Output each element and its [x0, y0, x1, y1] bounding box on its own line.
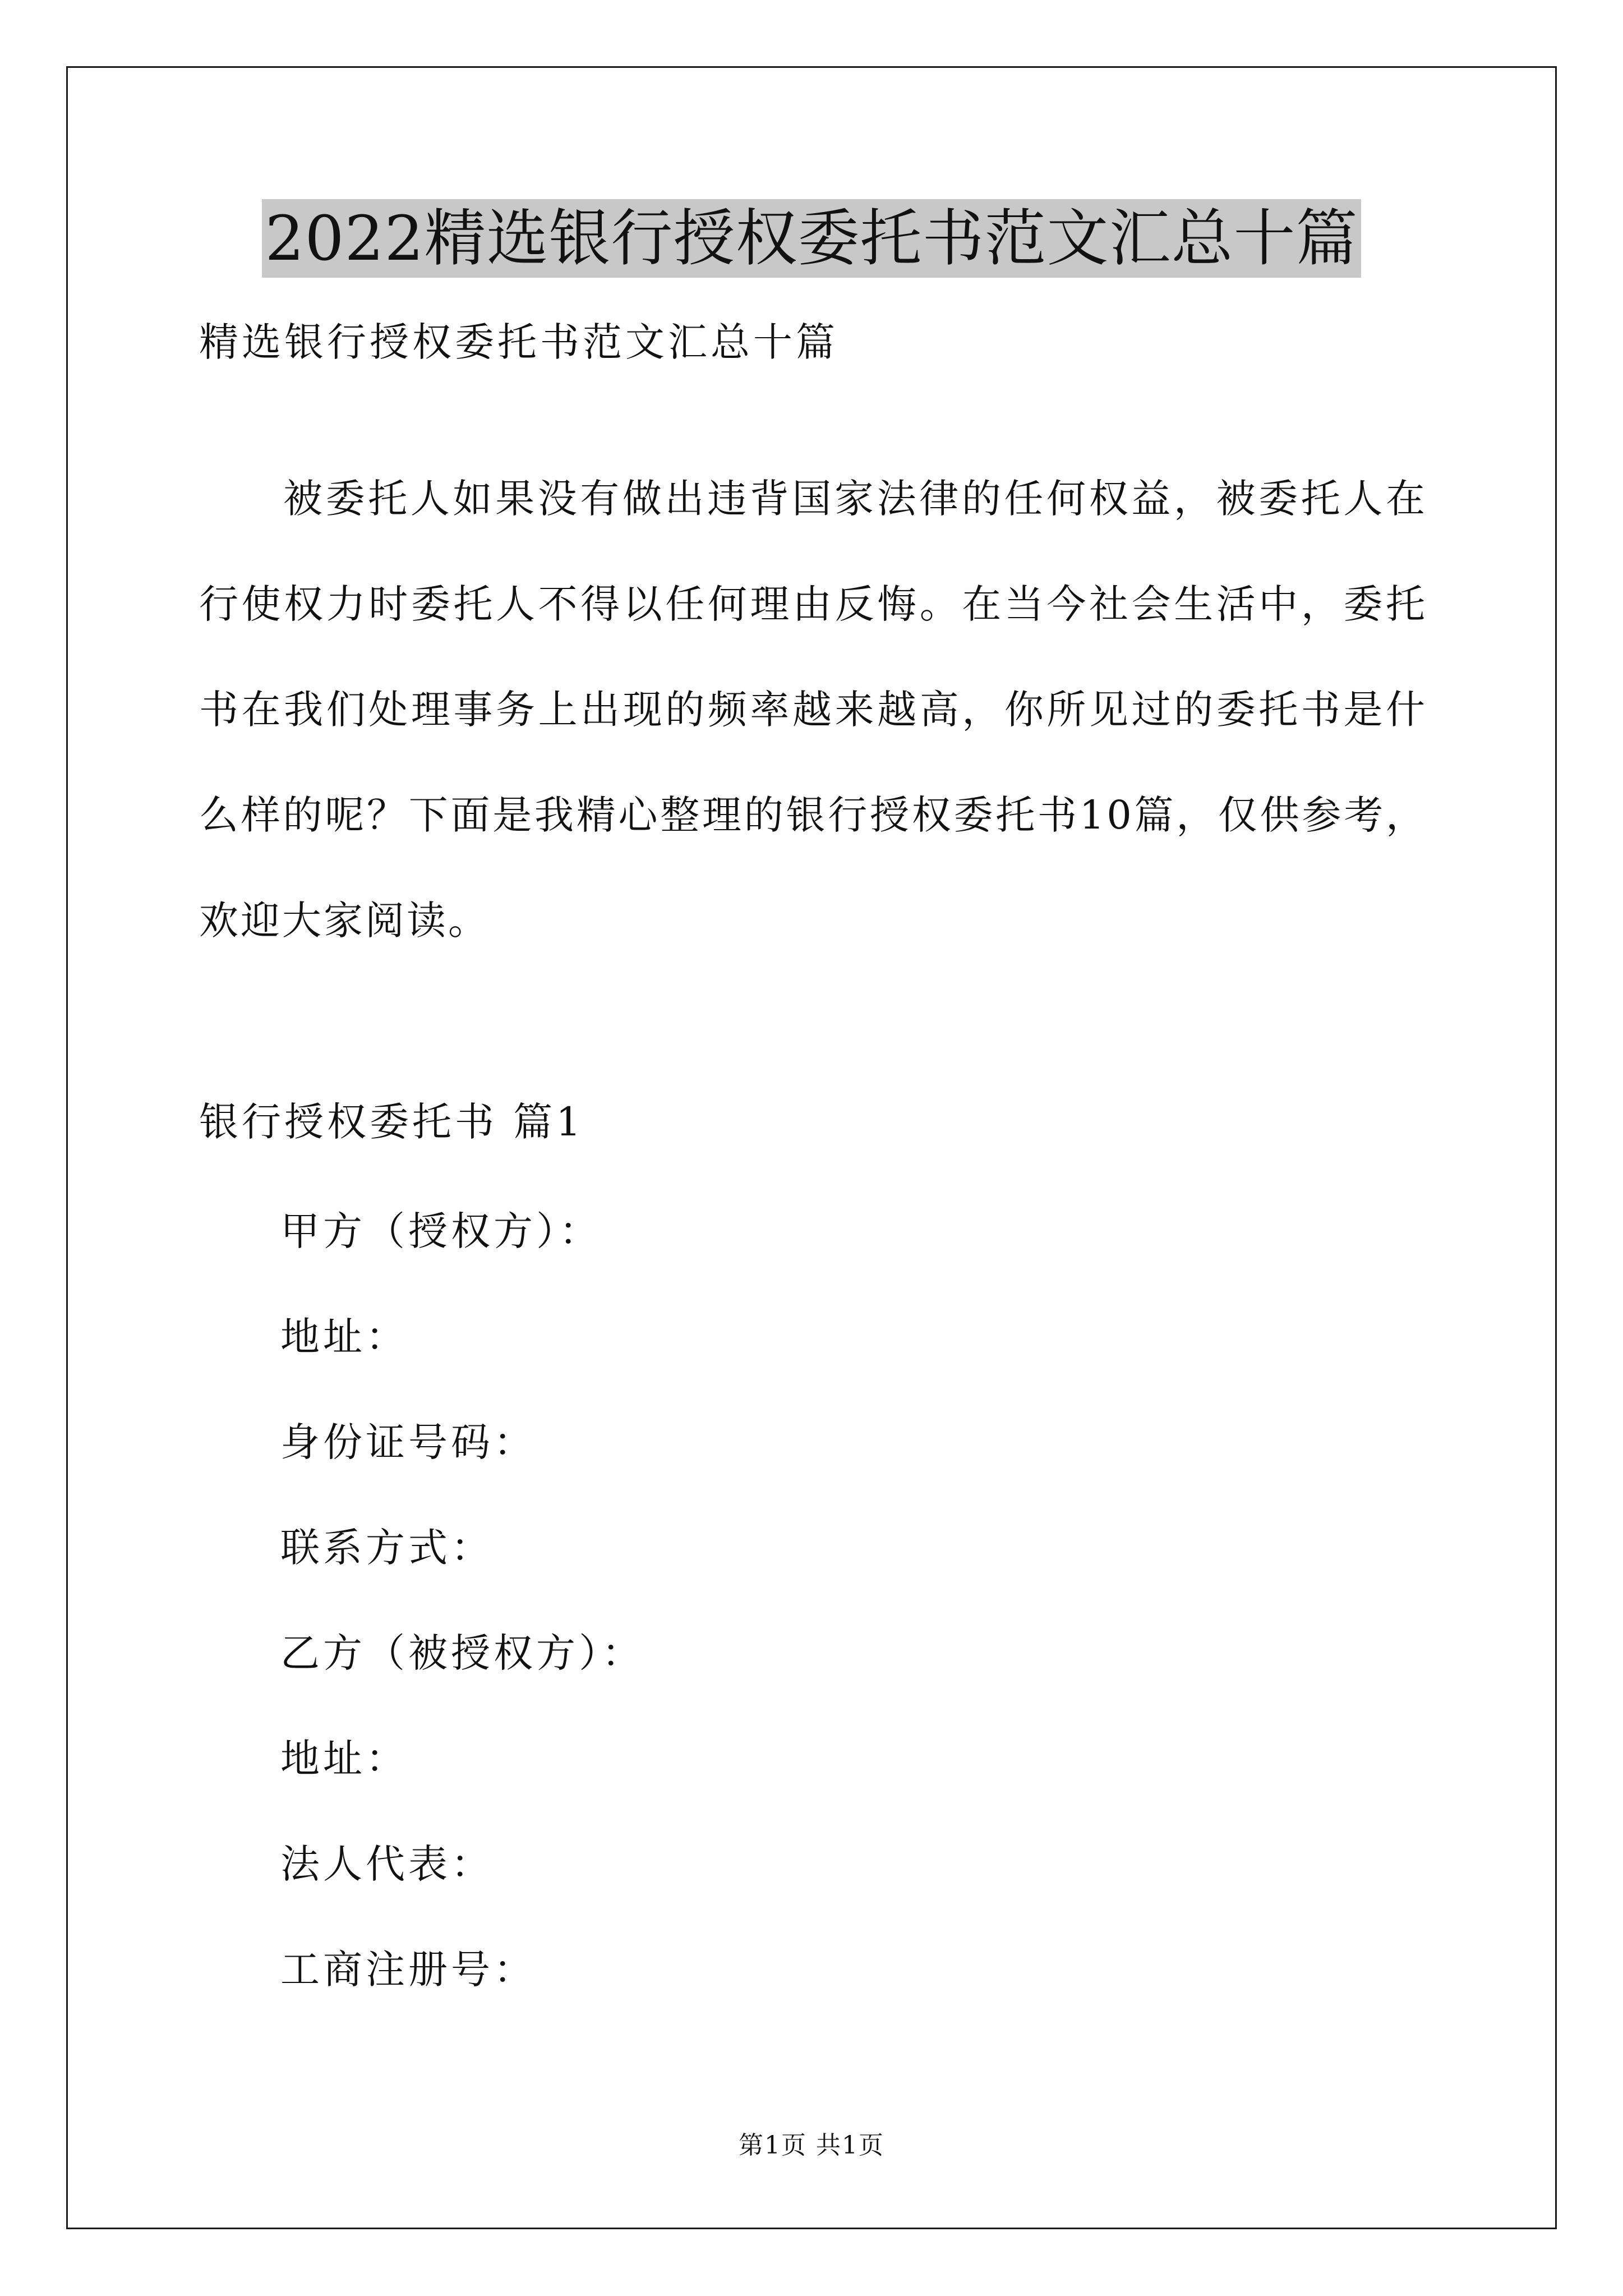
title-container	[0, 199, 1623, 278]
section-heading: 银行授权委托书 篇1	[199, 1099, 584, 1145]
document-subtitle: 精选银行授权委托书范文汇总十篇	[199, 319, 838, 365]
field-contact: 联系方式：	[280, 1525, 494, 1571]
field-id-number: 身份证号码：	[280, 1419, 536, 1465]
field-party-a: 甲方（授权方）：	[280, 1208, 602, 1254]
field-legal-rep: 法人代表：	[280, 1841, 494, 1887]
intro-paragraph: 被委托人如果没有做出违背国家法律的任何权益，被委托人在行使权力时委托人不得以任何理由反悔。在当今社会生活中，委托书在我们处理事务上出现的频率越来越高，你所见过的委托书是什么样的呢？下面是我精心整理的银行授权委托书10篇，仅供参考，欢迎大家阅读。	[199, 476, 1427, 944]
field-address-a: 地址：	[280, 1314, 408, 1360]
field-list	[280, 1203, 644, 2047]
field-address-b: 地址：	[280, 1736, 408, 1782]
page-footer: 第1页 共1页	[739, 2131, 884, 2160]
field-party-b: 乙方（被授权方）：	[280, 1630, 644, 1676]
document-title: 2022精选银行授权委托书范文汇总十篇	[262, 199, 1362, 278]
field-business-reg: 工商注册号：	[280, 1947, 536, 1993]
